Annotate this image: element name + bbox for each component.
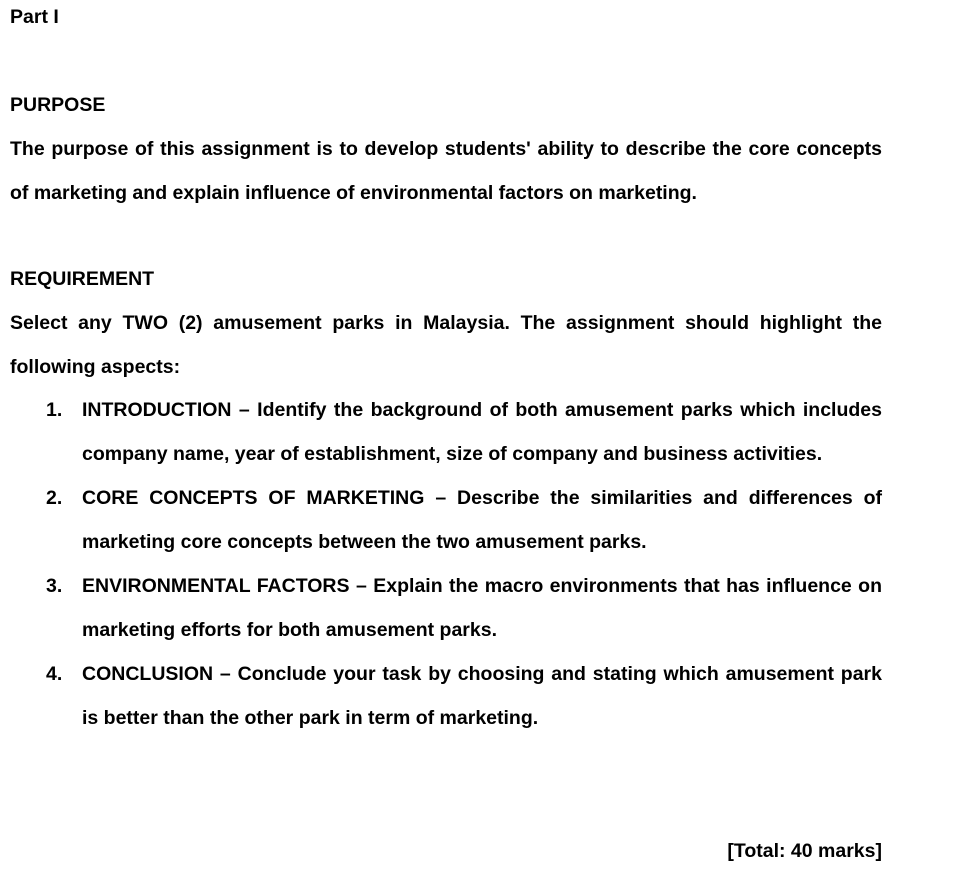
requirement-heading: REQUIREMENT <box>10 268 155 290</box>
list-item-number: 4. <box>46 663 63 685</box>
purpose-heading: PURPOSE <box>10 94 106 116</box>
list-item-title: CONCLUSION <box>82 663 214 685</box>
list-item-conclusion <box>10 652 882 740</box>
aspects-list <box>10 388 882 740</box>
list-item-separator: – <box>238 399 250 421</box>
list-item-number: 2. <box>46 487 63 509</box>
list-item-number: 1. <box>46 399 63 421</box>
requirement-text: Select any TWO (2) amusement parks in Malaysia. The assignment should highlight the following aspects: <box>10 312 882 378</box>
list-item-text: Describe the similarities and differences of marketing core concepts between the two amusement parks. <box>82 487 883 553</box>
list-item-text: Conclude your task by choosing and stating which amusement park is better than the other park in term of marketing. <box>82 663 882 729</box>
list-item-core-concepts <box>10 476 882 564</box>
list-item-title: CORE CONCEPTS OF MARKETING <box>82 487 425 509</box>
list-item-introduction <box>10 388 882 476</box>
list-item-text: Explain the macro environments that has influence on marketing efforts for both amusement parks. <box>82 575 883 641</box>
total-marks: [Total: 40 marks] <box>727 840 882 862</box>
list-item-separator: – <box>435 487 447 509</box>
list-item-text: Identify the background of both amusement parks which includes company name, year of establishment, size of company and business activities. <box>82 399 882 465</box>
list-item-title: ENVIRONMENTAL FACTORS <box>82 575 350 597</box>
list-item-separator: – <box>219 663 231 685</box>
list-item-number: 3. <box>46 575 63 597</box>
list-item-title: INTRODUCTION <box>82 399 232 421</box>
list-item-environmental-factors <box>10 564 882 652</box>
list-item-separator: – <box>355 575 367 597</box>
purpose-text: The purpose of this assignment is to develop students' ability to describe the core concepts of marketing and explain influence of environmental factors on marketing. <box>10 138 882 204</box>
part-title: Part I <box>10 6 59 28</box>
